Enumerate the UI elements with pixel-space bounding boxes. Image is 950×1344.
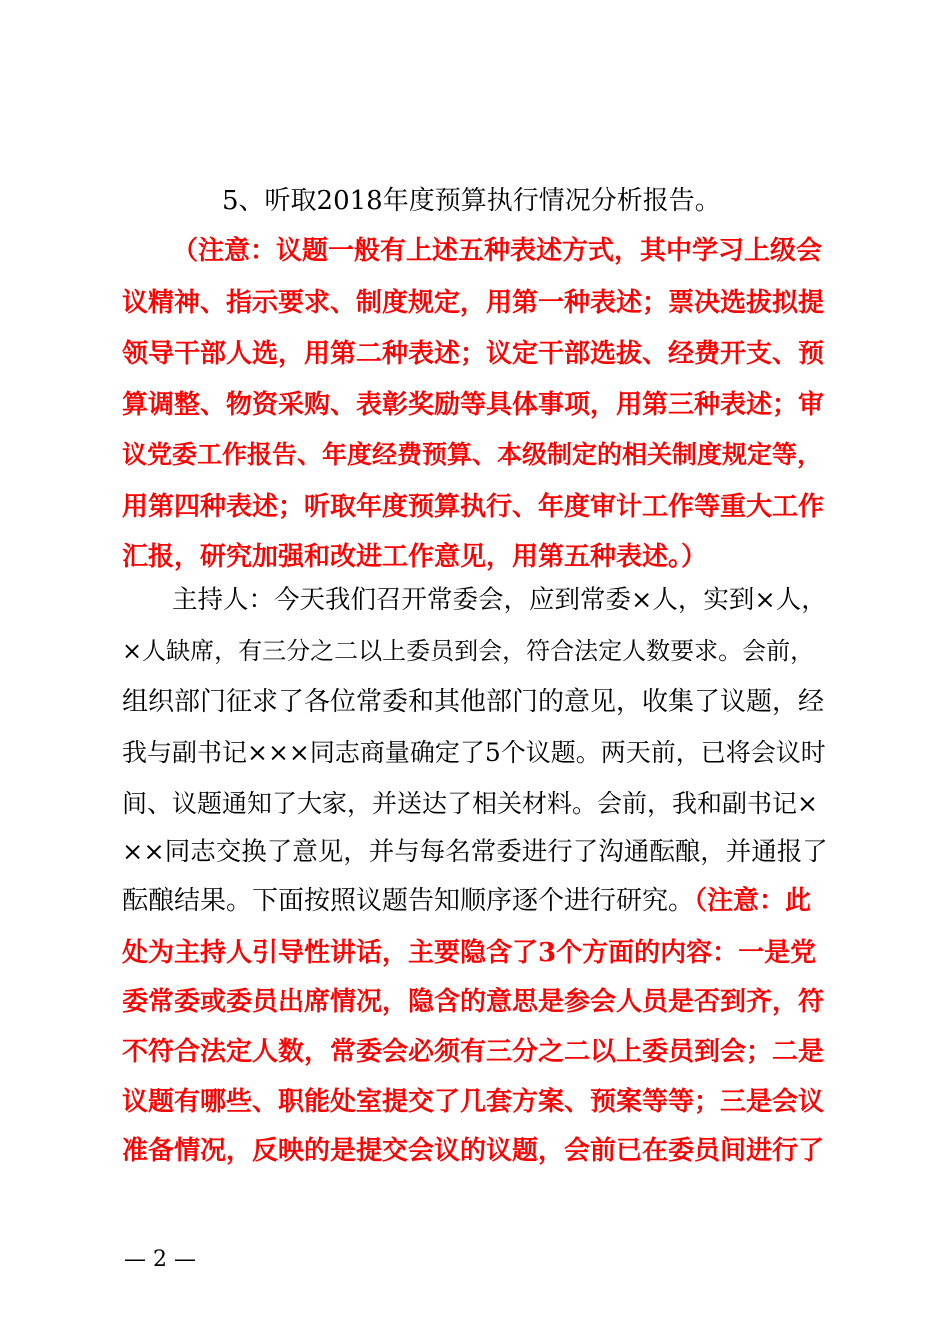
page-number: — 2 —	[124, 1247, 196, 1272]
host-speech-line: 我与副书记×××同志商量确定了5个议题。两天前，已将会议时	[122, 738, 826, 767]
note-1-line: 领导干部人选，用第二种表述；议定干部选拔、经费开支、预	[122, 339, 825, 369]
note-2-line: 议题有哪些、职能处室提交了几套方案、预案等等；三是会议	[122, 1087, 825, 1117]
host-speech-text: 酝酿结果。下面按照议题告知顺序逐个进行研究。	[122, 886, 695, 916]
note-2-line: 委常委或委员出席情况，隐含的意思是参会人员是否到齐，符	[122, 987, 825, 1017]
note-2-line: 不符合法定人数，常委会必须有三分之二以上委员到会；二是	[122, 1037, 825, 1067]
note-1-line: 用第四种表述；听取年度预算执行、年度审计工作等重大工作	[122, 492, 825, 522]
note-1-line: （注意：议题一般有上述五种表述方式，其中学习上级会	[172, 236, 823, 266]
host-speech-line: 主持人：今天我们召开常委会，应到常委×人，实到×人，	[172, 585, 827, 615]
host-speech-line: ××同志交换了意见，并与每名常委进行了沟通酝酿，并通报了	[122, 837, 828, 867]
note-2-start: （注意：此	[694, 886, 812, 916]
note-1-line: 议党委工作报告、年度经费预算、本级制定的相关制度规定等，	[122, 440, 823, 469]
host-speech-line: 组织部门征求了各位常委和其他部门的意见，收集了议题，经	[122, 687, 825, 717]
note-1-line: 汇报，研究加强和改进工作意见，用第五种表述。）	[122, 542, 708, 572]
note-1-line: 算调整、物资采购、表彰奖励等具体事项，用第三种表述；审	[122, 390, 825, 420]
host-speech-line: ×人缺席，有三分之二以上委员到会，符合法定人数要求。会前，	[122, 637, 815, 665]
host-speech-last-line	[122, 884, 811, 918]
note-1-line: 议精神、指示要求、制度规定，用第一种表述；票决选拔拟提	[122, 288, 825, 318]
note-2-line: 处为主持人引导性讲话，主要隐含了3个方面的内容：一是党	[122, 938, 817, 968]
agenda-item-5: 5、听取2018年度预算执行情况分析报告。	[222, 186, 721, 216]
note-2-line: 准备情况，反映的是提交会议的议题，会前已在委员间进行了	[122, 1136, 825, 1166]
host-speech-line: 间、议题通知了大家，并送达了相关材料。会前，我和副书记×	[122, 789, 818, 818]
